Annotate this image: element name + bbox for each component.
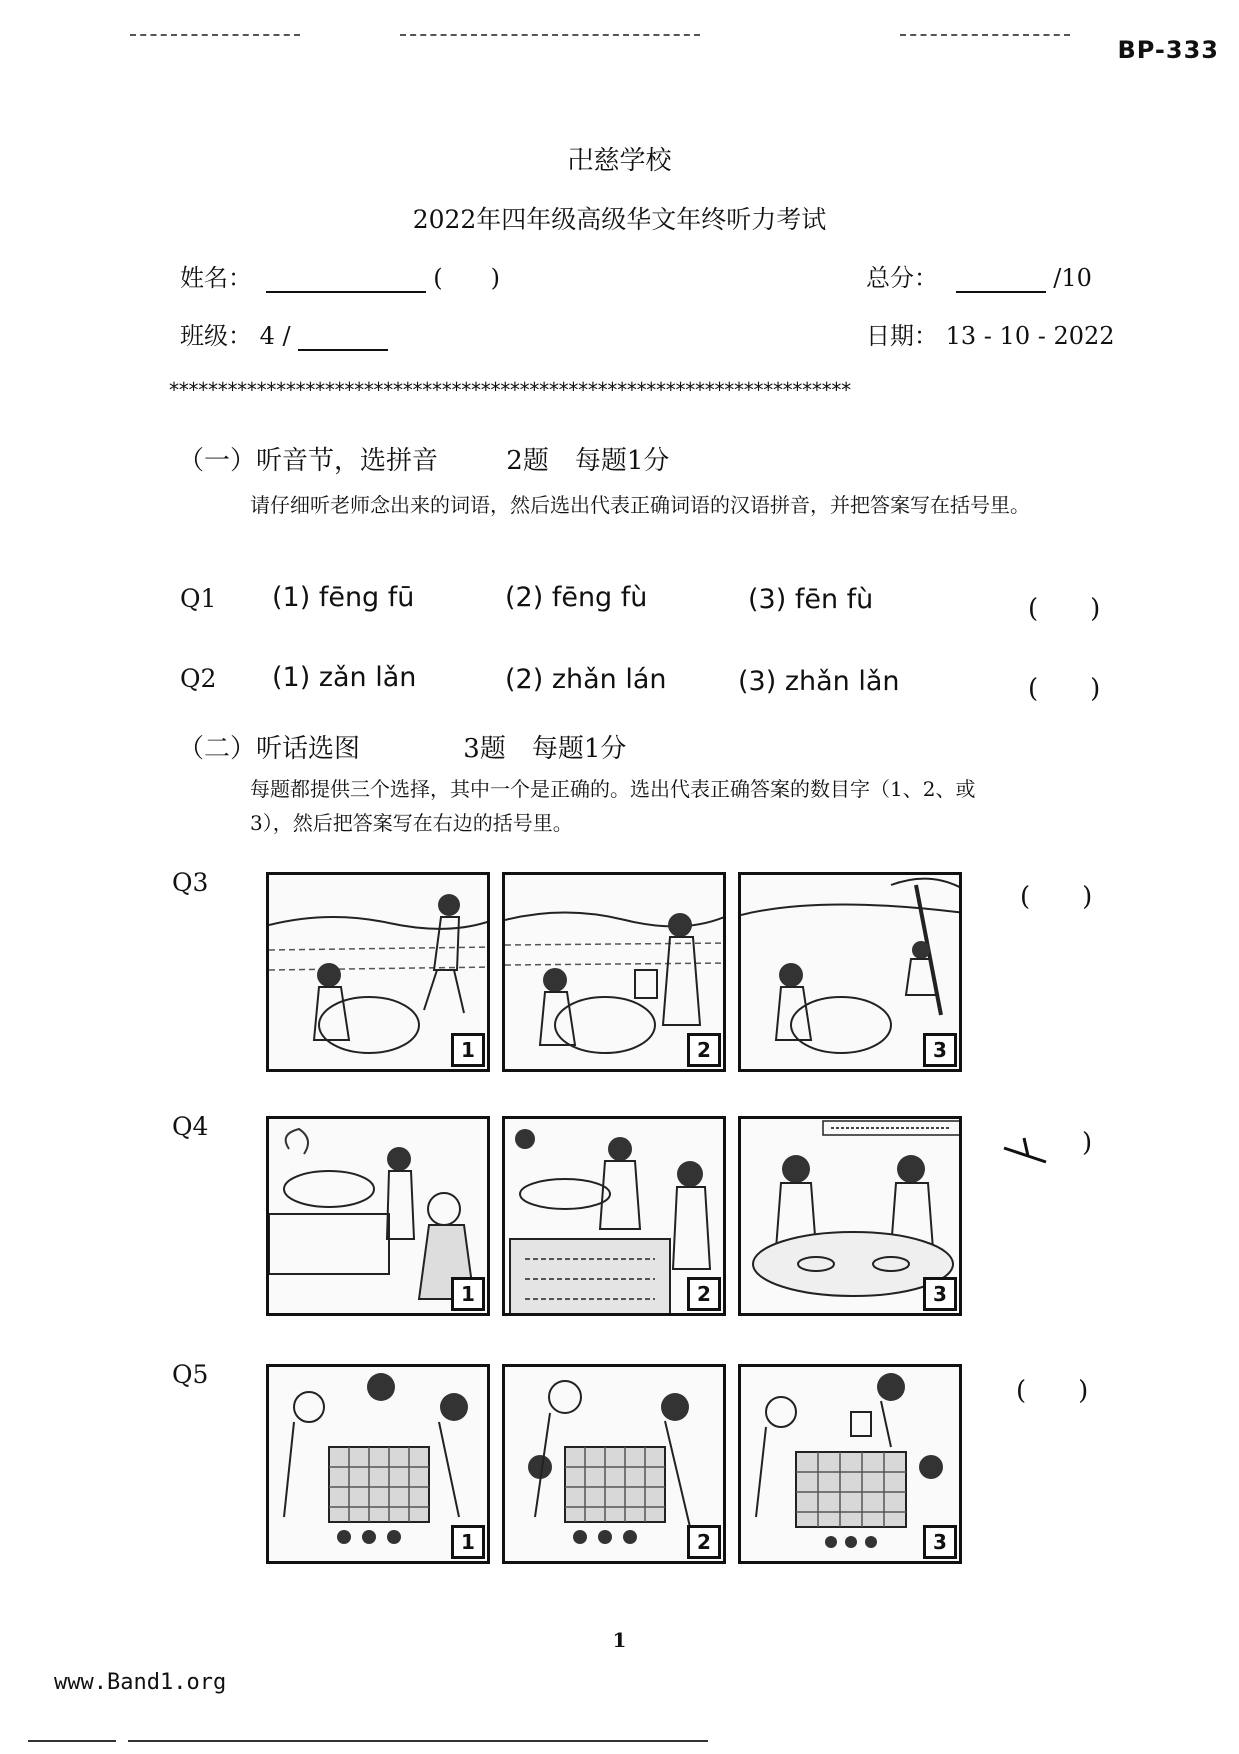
score-total: /10	[1053, 264, 1092, 292]
section1-points: 2题 每题1分	[506, 446, 670, 476]
q2-option-1: (1) zǎn lǎn	[272, 662, 417, 693]
class-blank	[298, 327, 388, 351]
date-label: 日期：	[866, 322, 938, 350]
q3-picture-2-number: 2	[687, 1033, 721, 1067]
section2-instruction: 每题都提供三个选择，其中一个是正确的。选出代表正确答案的数目字（1、2、或3），然后把答案写在右边的括号里。	[250, 777, 976, 835]
scan-line	[400, 34, 700, 36]
q2-option-2: (2) zhǎn lán	[505, 664, 667, 695]
q2-answer-box[interactable]: ( )	[1028, 674, 1101, 704]
q4-label: Q4	[172, 1112, 209, 1141]
q4-picture-2[interactable]	[502, 1116, 726, 1316]
q4-picture-2-number: 2	[687, 1277, 721, 1311]
q2-label: Q2	[180, 664, 217, 693]
date-field	[866, 316, 1115, 351]
q5-answer-box[interactable]: ( )	[1016, 1376, 1089, 1406]
q1-option-1: (1) fēng fū	[272, 582, 415, 613]
class-label: 班级：	[180, 322, 252, 350]
exam-title: 2022年四年级高级华文年终听力考试	[412, 205, 827, 234]
section1-title: （一）听音节，选拼音	[178, 446, 439, 476]
scan-line	[28, 1740, 116, 1742]
q5-picture-1-number: 1	[451, 1525, 485, 1559]
name-label: 姓名：	[180, 264, 252, 292]
scan-line	[130, 34, 300, 36]
q3-picture-3-number: 3	[923, 1033, 957, 1067]
name-field	[180, 258, 500, 293]
star-divider: **********************************************************************	[168, 378, 850, 402]
score-label: 总分：	[866, 264, 938, 292]
q5-picture-3-number: 3	[923, 1525, 957, 1559]
section2-points: 3题 每题1分	[463, 734, 627, 764]
scan-line	[900, 34, 1070, 36]
q4-answer-box[interactable]: )	[1030, 1128, 1093, 1158]
name-paren: ( )	[433, 264, 501, 292]
q3-picture-1-number: 1	[451, 1033, 485, 1067]
q3-answer-box[interactable]: ( )	[1020, 882, 1093, 912]
q1-option-3: (3) fēn fù	[748, 584, 874, 615]
q5-picture-3[interactable]	[738, 1364, 962, 1564]
q1-option-2: (2) fēng fù	[505, 582, 648, 613]
school-name: 卍慈学校	[567, 146, 672, 176]
section1-heading	[178, 440, 669, 477]
section2-heading	[178, 728, 626, 765]
class-field	[180, 316, 388, 351]
section1-instruction: 请仔细听老师念出来的词语，然后选出代表正确词语的汉语拼音，并把答案写在括号里。	[250, 493, 1030, 517]
q4-picture-3-number: 3	[923, 1277, 957, 1311]
q4-picture-1-number: 1	[451, 1277, 485, 1311]
q3-picture-3[interactable]	[738, 872, 962, 1072]
q1-label: Q1	[180, 584, 217, 613]
class-value: 4 /	[259, 322, 291, 350]
q5-picture-1[interactable]	[266, 1364, 490, 1564]
q4-picture-3[interactable]	[738, 1116, 962, 1316]
q4-picture-1[interactable]	[266, 1116, 490, 1316]
q3-picture-2[interactable]	[502, 872, 726, 1072]
q2-option-3: (3) zhǎn lǎn	[738, 666, 900, 697]
score-field	[866, 258, 1092, 293]
page-number: 1	[612, 1628, 627, 1652]
section2-title: （二）听话选图	[178, 734, 361, 764]
scan-line	[128, 1740, 708, 1742]
q1-answer-box[interactable]: ( )	[1028, 594, 1101, 624]
q5-picture-2[interactable]	[502, 1364, 726, 1564]
q5-picture-2-number: 2	[687, 1525, 721, 1559]
q3-picture-1[interactable]	[266, 872, 490, 1072]
q3-label: Q3	[172, 868, 209, 897]
score-blank	[956, 269, 1046, 293]
document-code: BP-333	[1117, 36, 1219, 64]
name-blank	[266, 269, 426, 293]
q5-label: Q5	[172, 1360, 209, 1389]
date-value: 13 - 10 - 2022	[945, 322, 1115, 350]
footer-url[interactable]: www.Band1.org	[54, 1670, 227, 1695]
